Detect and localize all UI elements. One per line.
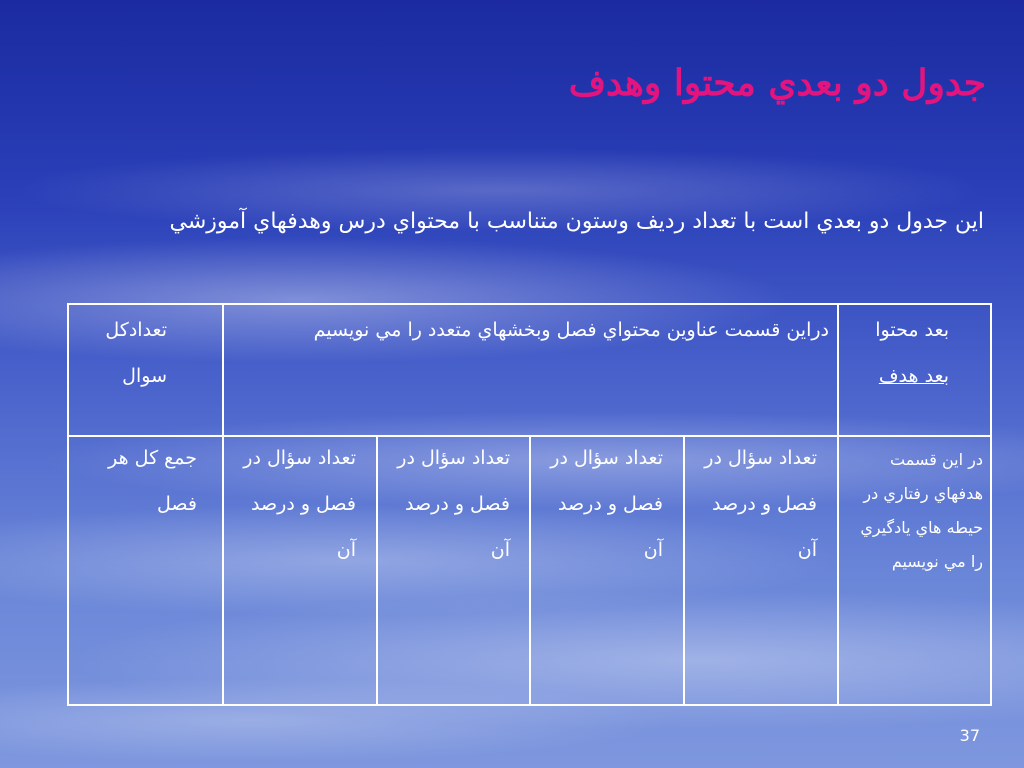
page-number: 37 <box>959 726 980 745</box>
col-divider-4 <box>683 435 685 704</box>
col-divider-1 <box>222 305 224 704</box>
dimension-goal-label: بعد هدف <box>878 365 949 387</box>
question-cell-4: تعداد سؤال در فصل و درصد آن <box>243 447 356 561</box>
question-cell-1: تعداد سؤال در فصل و درصد آن <box>704 447 817 561</box>
goal-description-cell: در اين قسمت هدفهاي رفتاري در حيطه هاي يادگيري را مي نويسيم <box>860 450 983 571</box>
col-divider-2 <box>376 435 378 704</box>
question-cell-3: تعداد سؤال در فصل و درصد آن <box>397 447 510 561</box>
col-divider-3 <box>529 435 531 704</box>
content-goal-table <box>67 303 992 706</box>
chapter-total-cell: جمع كل هر فصل <box>108 447 197 515</box>
question-cell-2: تعداد سؤال در فصل و درصد آن <box>550 447 663 561</box>
row-divider <box>69 435 990 437</box>
col-divider-6 <box>837 305 839 704</box>
header-question-count: تعدادكل سوال <box>105 319 167 387</box>
dimension-content-label: بعد محتوا <box>875 319 949 341</box>
header-dimension-cell <box>841 307 949 399</box>
slide-title: جدول دو بعدي محتوا وهدف <box>568 62 986 104</box>
intro-text: اين جدول دو بعدي است با تعداد رديف وستون متناسب با محتواي درس وهدفهاي آموزشي <box>169 209 984 234</box>
header-content-description: دراين قسمت عناوين محتواي فصل وبخشهاي متعدد را مي نويسيم <box>313 319 829 341</box>
